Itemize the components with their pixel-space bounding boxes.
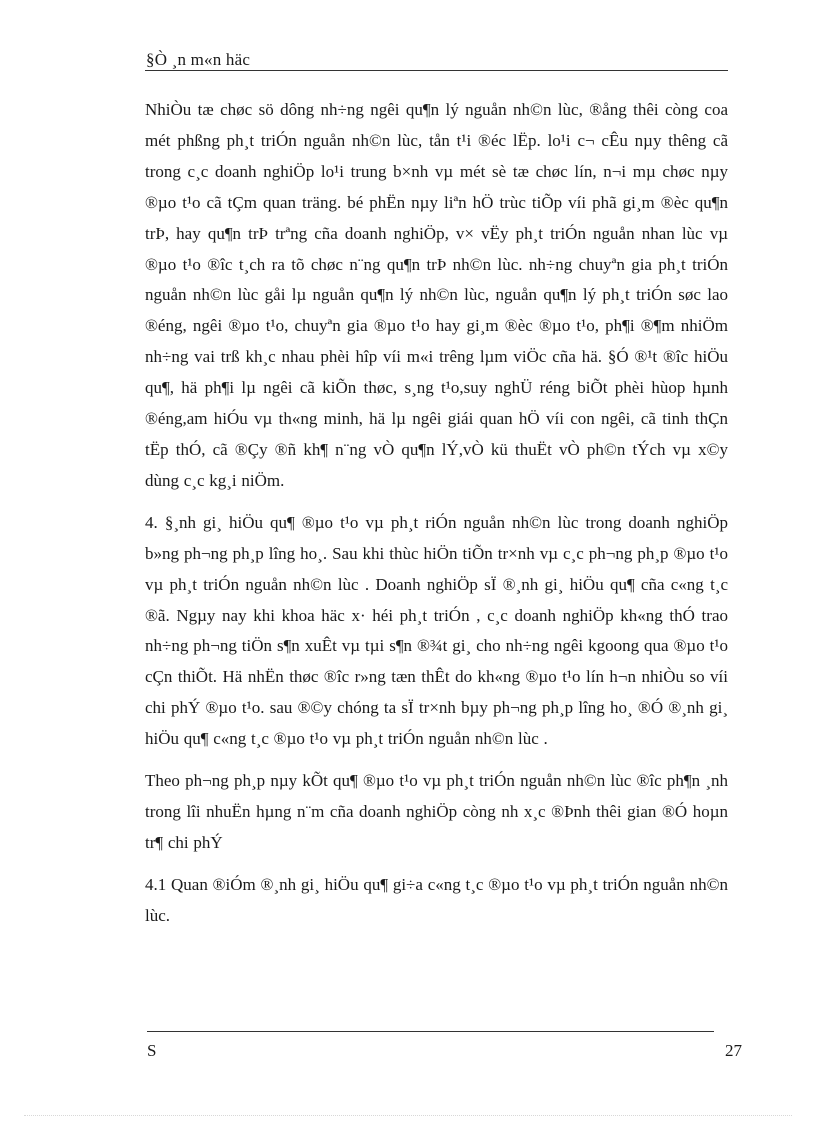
header-divider — [145, 70, 728, 71]
footer-left-text: S — [147, 1041, 157, 1060]
page-edge-divider — [24, 1115, 792, 1116]
footer-divider — [147, 1031, 714, 1032]
paragraph-method: Theo ph¬ng ph¸p nµy kÕt qu¶ ®µo t¹o vµ ph¸t triÓn nguån nh©n lùc ®îc ph¶n ¸nh trong lîi nhuËn hµng n¨m cña doanh nghiÖp còng nh x¸c ®Þnh thêi gian ®Ó hoµn tr¶ chi phÝ — [145, 771, 728, 852]
paragraph-section-4: 4. §¸nh gi¸ hiÖu qu¶ ®µo t¹o vµ ph¸t riÓn nguån nh©n lùc trong doanh nghiÖp b»ng ph¬ng ph¸p lîng ho¸. Sau khi thùc hiÖn tiÕn tr×nh vµ c¸c ph¬ng ph¸p ®µo t¹o vµ ph¸t triÓn nguån nh©n lùc . Doanh nghiÖp sÏ ®¸nh gi¸ hiÖu qu¶ cña c«ng t¸c ®ã. Ngµy nay khi khoa häc x· héi ph¸t triÓn , c¸c doanh nghiÖp kh«ng thÓ trao nh÷ng ph¬ng tiÖn s¶n xuÊt vµ tµi s¶n ®¾t gi¸ cho nh÷ng ngêi kgoong qua ®µo t¹o cÇn thiÕt. Hä nhËn thøc ®îc r»ng tæn thÊt do kh«ng ®µo t¹o lín h¬n nhiÒu so víi chi phÝ ®µo t¹o. sau ®©y chóng ta sÏ tr×nh bµy ph¬ng ph¸p lîng ho¸ ®Ó ®¸nh gi¸ hiÖu qu¶ c«ng t¸c ®µo t¹o vµ ph¸t triÓn nguån nh©n lùc . — [145, 512, 728, 749]
paragraph-training-department: NhiÒu tæ chøc sö dông nh÷ng ngêi qu¶n lý nguån nh©n lùc, ®ång thêi còng coa mét phßng ph¸t triÓn nguån nh©n lùc, tån t¹i ®éc lËp. lo¹i c¬ cÊu nµy thêng cã trong c¸c doanh nghiÖp lo¹i trung b×nh vµ mét sè tæ chøc lín, n¬i mµ chøc nµy ®µo t¹o cã tÇm quan träng. bé phËn nµy liªn hÖ trùc tiÕp víi phã gi¸m ®èc qu¶n trÞ, hay qu¶n trÞ trªng cña doanh nghiÖp, v× vËy ph¸t triÓn nguån nhan lùc vµ ®µo t¹o ®îc t¸ch ra tõ chøc n¨ng qu¶n trÞ nh©n lùc. nh÷ng chuyªn gia ph¸t triÓn nguån nh©n lùc gåi lµ nguån qu¶n lý nh©n lùc, nguån qu¶n lý ph¸t triÓn søc lao ®éng, ngêi ®µo t¹o, chuyªn gia ®µo t¹o hay gi¸m ®èc ®µo t¹o, ph¶i ®¶m nhiÖm nh÷ng vai trß kh¸c nhau phèi hîp víi m«i trêng lµm viÖc cña hä. §Ó ®¹t ®îc hiÖu qu¶, hä ph¶i lµ ngêi cã kiÕn thøc, s¸ng t¹o,suy nghÜ réng biÕt phèi hùop hµnh ®éng,am hiÓu vµ th«ng minh, hä lµ ngêi giái quan hÖ víi con ngêi, cã tinh thÇn tËp thÓ, cã ®Çy ®ñ kh¶ n¨ng vÒ qu¶n lÝ,vÒ kü thuËt vÒ ph©n tÝch vµ x©y dùng c¸c kg¸i niÖm. — [145, 100, 728, 490]
page-number: 27 — [725, 1041, 742, 1060]
paragraph-section-4-1: 4.1 Quan ®iÓm ®¸nh gi¸ hiÖu qu¶ gi÷a c«ng t¸c ®µo t¹o vµ ph¸t triÓn nguån nh©n lùc. — [145, 874, 728, 925]
running-header: §Ò ¸n m«n häc — [146, 50, 251, 69]
body-text — [145, 95, 728, 932]
